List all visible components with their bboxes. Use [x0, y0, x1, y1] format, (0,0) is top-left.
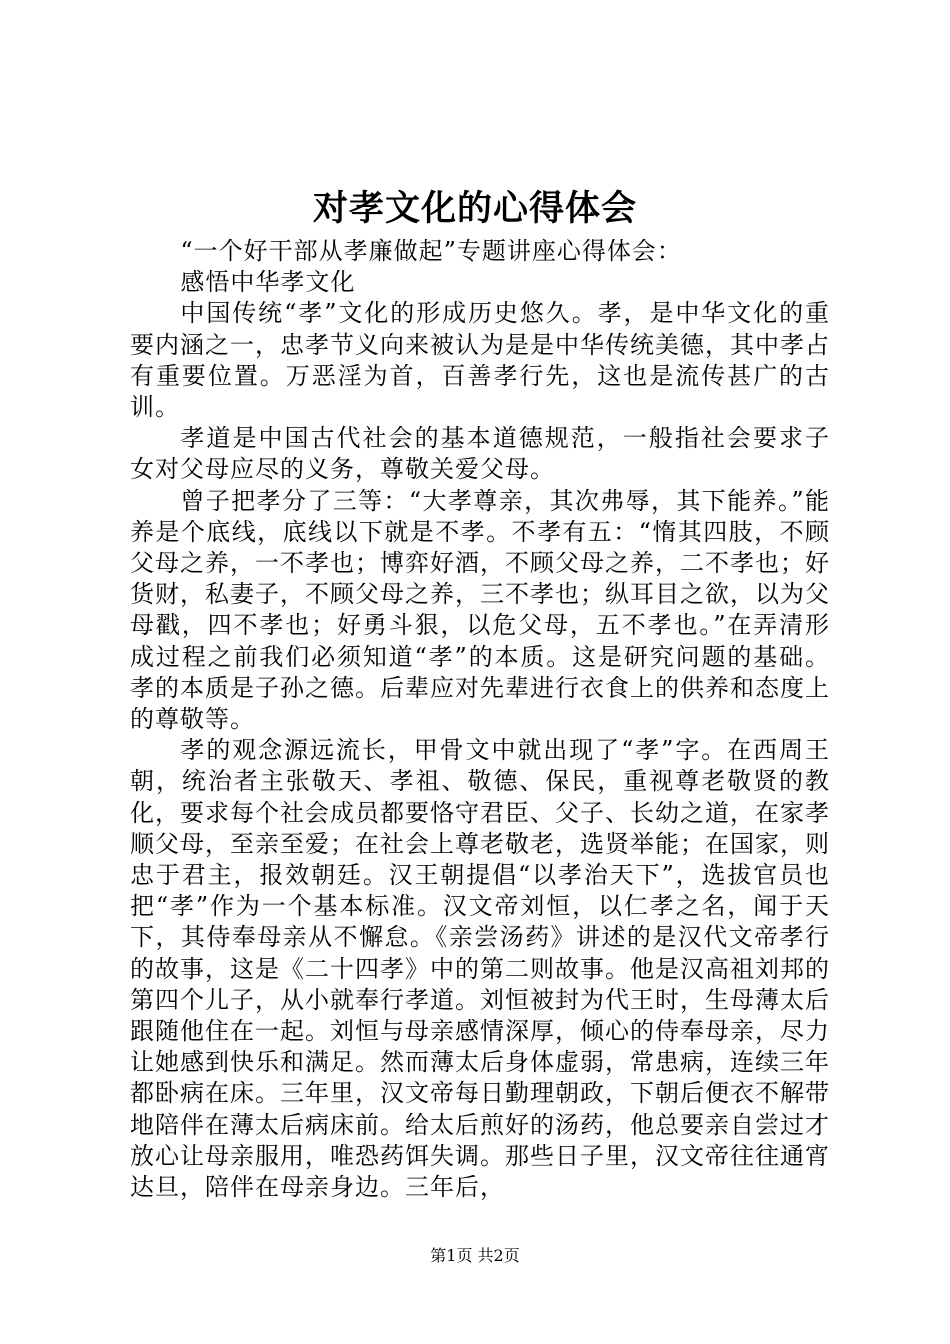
document-title: 对孝文化的心得体会 [312, 188, 637, 229]
paragraph-subheading: 感悟中华孝文化 [180, 268, 356, 297]
document-body [130, 236, 830, 1203]
paragraph-lecture-heading: “一个好干部从孝廉做起”专题讲座心得体会： [180, 237, 682, 265]
page-number-footer: 第1页 共2页 [430, 1246, 520, 1265]
paragraph-filial-norm: 孝道是中国古代社会的基本道德规范，一般指社会要求子女对父母应尽的义务，尊敬关爱父母。 [130, 424, 830, 484]
paragraph-history: 孝的观念源远流长，甲骨文中就出现了“孝”字。在西周王朝，统治者主张敬天、孝祖、敬德、保民，重视尊老敬贤的教化，要求每个社会成员都要恪守君臣、父子、长幼之道，在家孝顺父母，至亲至爱；在社会上尊老敬老，选贤举能；在国家，则忠于君主，报效朝廷。汉王朝提倡“以孝治天下”，选拔官员也把“孝”作为一个基本标准。汉文帝刘恒，以仁孝之名，闻于天下，其侍奉母亲从不懈怠。《亲尝汤药》讲述的是汉代文帝孝行的故事，这是《二十四孝》中的第二则故事。他是汉高祖刘邦的第四个儿子，从小就奉行孝道。刘恒被封为代王时，生母薄太后跟随他住在一起。刘恒与母亲感情深厚，倾心的侍奉母亲，尽力让她感到快乐和满足。然而薄太后身体虚弱，常患病，连续三年都卧病在床。三年里，汉文帝每日勤理朝政，下朝后便衣不解带地陪伴在薄太后病床前。给太后煎好的汤药，他总要亲自尝过才放心让母亲服用，唯恐药饵失调。那些日子里，汉文帝往往通宵达旦，陪伴在母亲身边。三年后， [130, 736, 830, 1202]
paragraph-intro: 中国传统“孝”文化的形成历史悠久。孝，是中华文化的重要内涵之一，忠孝节义向来被认为是是中华传统美德，其中孝占有重要位置。万恶淫为首，百善孝行先，这也是流传甚广的古训。 [130, 299, 830, 422]
paragraph-zengzi: 曾子把孝分了三等：“大孝尊亲，其次弗辱，其下能养。”能养是个底线，底线以下就是不孝。不孝有五：“惰其四肢，不顾父母之养，一不孝也；博弈好酒，不顾父母之养，二不孝也；好货财，私妻子，不顾父母之养，三不孝也；纵耳目之欲，以为父母戳，四不孝也；好勇斗狠，以危父母，五不孝也。”在弄清形成过程之前我们必须知道“孝”的本质。这是研究问题的基础。孝的本质是子孙之德。后辈应对先辈进行衣食上的供养和态度上的尊敬等。 [130, 486, 830, 734]
